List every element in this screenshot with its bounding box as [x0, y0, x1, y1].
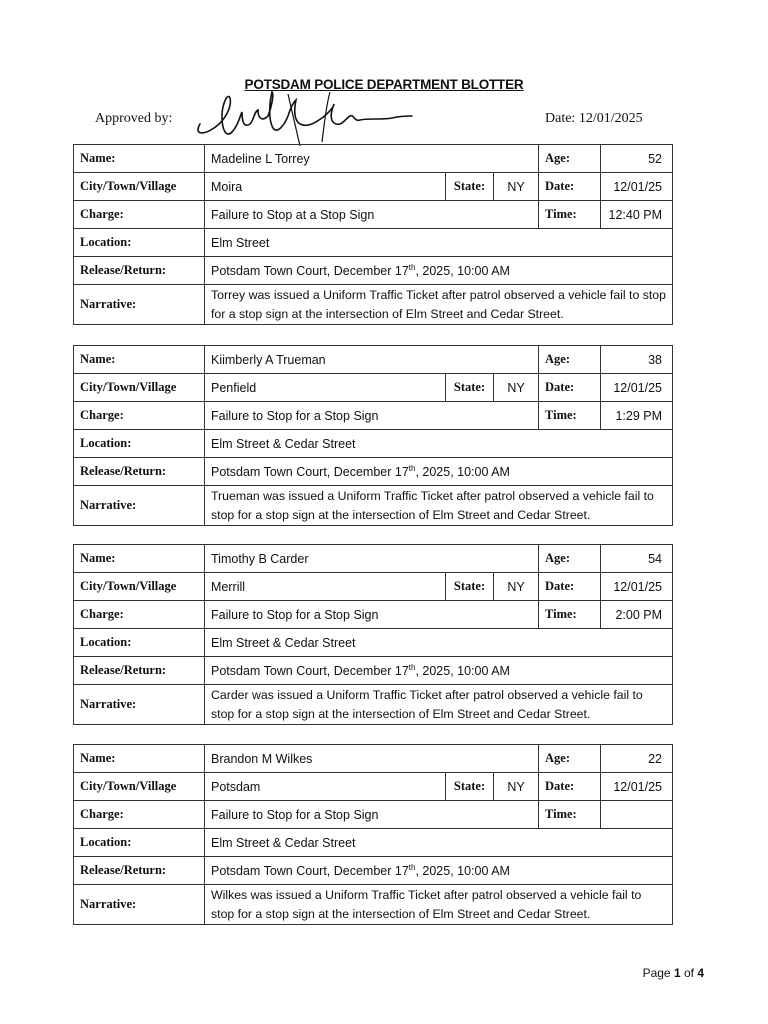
location-value: Elm Street [205, 229, 673, 257]
charge-label: Charge: [74, 601, 205, 629]
release-label: Release/Return: [74, 657, 205, 685]
city-value: Penfield [205, 374, 446, 402]
date-value: 12/01/25 [601, 374, 673, 402]
age-label: Age: [539, 145, 601, 173]
state-label: State: [446, 573, 494, 601]
page-number: Page 1 of 4 [642, 966, 704, 980]
time-value [601, 801, 673, 829]
release-value: Potsdam Town Court, December 17th, 2025, 10:00 AM [205, 458, 673, 486]
date-value: 12/01/25 [601, 573, 673, 601]
time-label: Time: [539, 201, 601, 229]
narrative-label: Narrative: [74, 685, 205, 725]
date-value: 12/01/25 [601, 773, 673, 801]
signature [192, 86, 422, 152]
charge-label: Charge: [74, 201, 205, 229]
release-value: Potsdam Town Court, December 17th, 2025, 10:00 AM [205, 257, 673, 285]
city-label: City/Town/Village [74, 573, 205, 601]
name-label: Name: [74, 346, 205, 374]
state-label: State: [446, 773, 494, 801]
date-value: 12/01/25 [601, 173, 673, 201]
location-label: Location: [74, 229, 205, 257]
narrative-value: Wilkes was issued a Uniform Traffic Ticket after patrol observed a vehicle fail to stop for a stop sign at the intersection of Elm Street and Cedar Street. [205, 885, 673, 925]
name-value: Brandon M Wilkes [205, 745, 539, 773]
blotter-record [73, 144, 673, 325]
header-date: Date: 12/01/2025 [545, 111, 643, 126]
time-value: 1:29 PM [601, 402, 673, 430]
name-value: Timothy B Carder [205, 545, 539, 573]
narrative-value: Trueman was issued a Uniform Traffic Ticket after patrol observed a vehicle fail to stop for a stop sign at the intersection of Elm Street and Cedar Street. [205, 486, 673, 526]
city-label: City/Town/Village [74, 773, 205, 801]
narrative-label: Narrative: [74, 285, 205, 325]
name-label: Name: [74, 545, 205, 573]
city-value: Merrill [205, 573, 446, 601]
time-value: 12:40 PM [601, 201, 673, 229]
release-label: Release/Return: [74, 458, 205, 486]
blotter-record [73, 345, 673, 526]
date-label: Date: [539, 573, 601, 601]
state-value: NY [494, 374, 539, 402]
charge-value: Failure to Stop for a Stop Sign [205, 402, 539, 430]
release-label: Release/Return: [74, 257, 205, 285]
time-label: Time: [539, 601, 601, 629]
charge-value: Failure to Stop for a Stop Sign [205, 601, 539, 629]
city-label: City/Town/Village [74, 374, 205, 402]
date-label: Date: [539, 173, 601, 201]
location-value: Elm Street & Cedar Street [205, 629, 673, 657]
narrative-label: Narrative: [74, 885, 205, 925]
state-value: NY [494, 573, 539, 601]
city-value: Potsdam [205, 773, 446, 801]
age-label: Age: [539, 346, 601, 374]
age-value: 38 [601, 346, 673, 374]
location-value: Elm Street & Cedar Street [205, 430, 673, 458]
city-value: Moira [205, 173, 446, 201]
time-value: 2:00 PM [601, 601, 673, 629]
name-label: Name: [74, 145, 205, 173]
time-label: Time: [539, 402, 601, 430]
location-label: Location: [74, 829, 205, 857]
location-label: Location: [74, 629, 205, 657]
name-label: Name: [74, 745, 205, 773]
date-label: Date: [539, 773, 601, 801]
release-value: Potsdam Town Court, December 17th, 2025, 10:00 AM [205, 657, 673, 685]
location-value: Elm Street & Cedar Street [205, 829, 673, 857]
narrative-value: Torrey was issued a Uniform Traffic Ticket after patrol observed a vehicle fail to stop for a stop sign at the intersection of Elm Street and Cedar Street. [205, 285, 673, 325]
city-label: City/Town/Village [74, 173, 205, 201]
narrative-label: Narrative: [74, 486, 205, 526]
blotter-record [73, 544, 673, 725]
name-value: Madeline L Torrey [205, 145, 539, 173]
name-value: Kiimberly A Trueman [205, 346, 539, 374]
blotter-record [73, 744, 673, 925]
release-value: Potsdam Town Court, December 17th, 2025, 10:00 AM [205, 857, 673, 885]
release-label: Release/Return: [74, 857, 205, 885]
charge-value: Failure to Stop at a Stop Sign [205, 201, 539, 229]
age-value: 52 [601, 145, 673, 173]
location-label: Location: [74, 430, 205, 458]
approved-by-label: Approved by: [95, 111, 173, 126]
narrative-value: Carder was issued a Uniform Traffic Ticket after patrol observed a vehicle fail to stop for a stop sign at the intersection of Elm Street and Cedar Street. [205, 685, 673, 725]
age-label: Age: [539, 745, 601, 773]
age-value: 22 [601, 745, 673, 773]
state-value: NY [494, 773, 539, 801]
date-label: Date: [539, 374, 601, 402]
state-label: State: [446, 374, 494, 402]
age-value: 54 [601, 545, 673, 573]
page-title: POTSDAM POLICE DEPARTMENT BLOTTER [244, 77, 524, 92]
state-value: NY [494, 173, 539, 201]
state-label: State: [446, 173, 494, 201]
charge-value: Failure to Stop for a Stop Sign [205, 801, 539, 829]
charge-label: Charge: [74, 402, 205, 430]
time-label: Time: [539, 801, 601, 829]
age-label: Age: [539, 545, 601, 573]
charge-label: Charge: [74, 801, 205, 829]
